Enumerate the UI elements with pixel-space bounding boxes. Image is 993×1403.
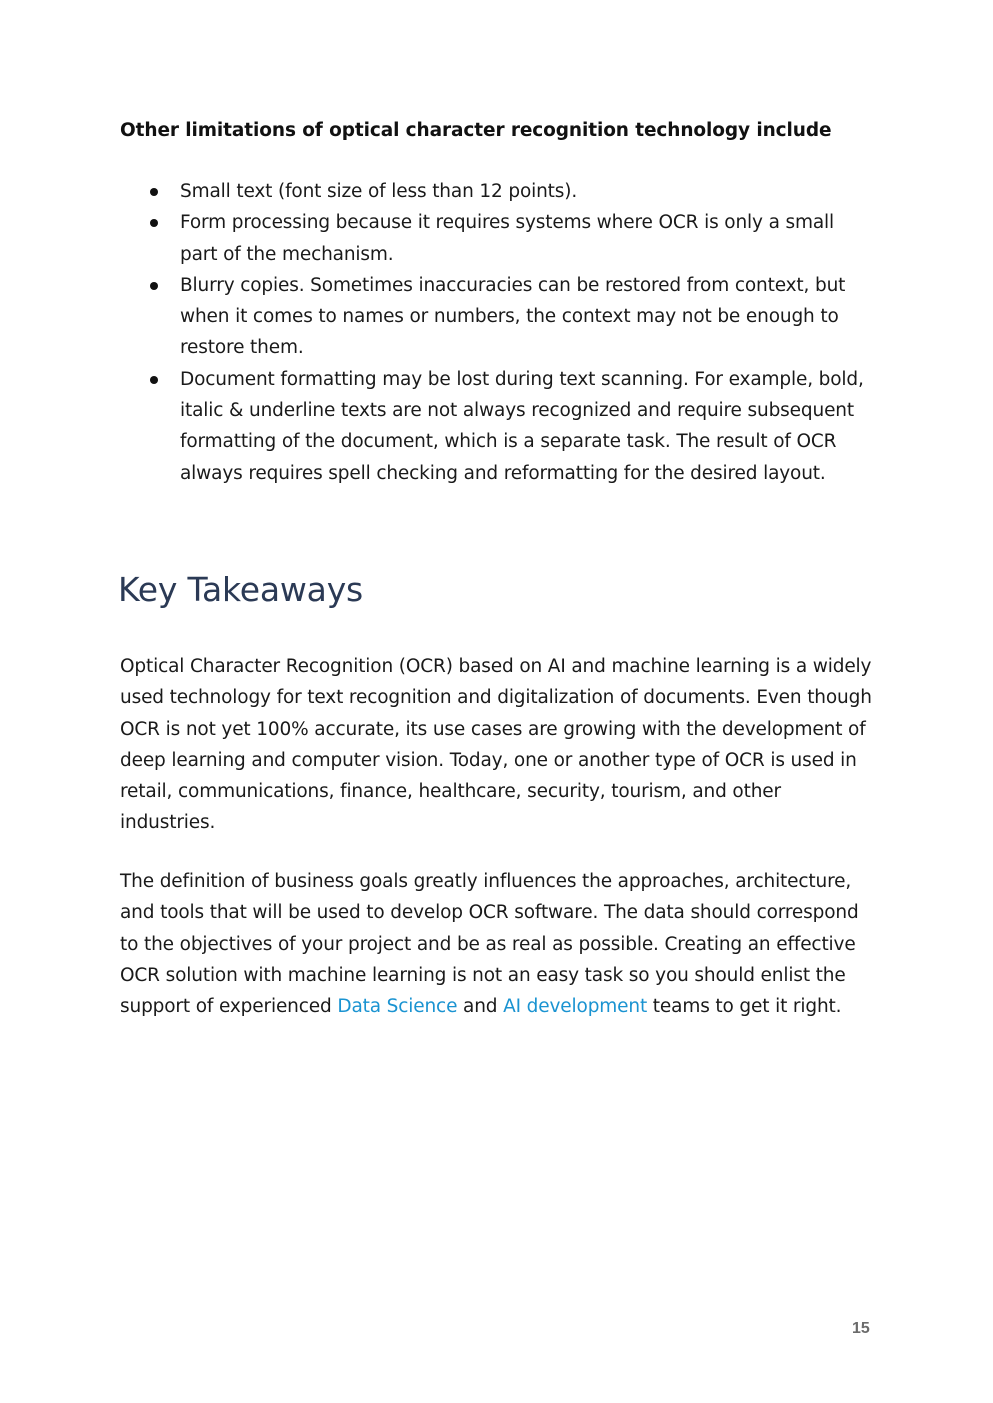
list-item xyxy=(120,207,870,270)
list-item-text: Blurry copies. Sometimes inaccuracies can be restored from context, but when it comes to names or numbers, the context may not be enough to restore them. xyxy=(180,274,846,359)
paragraph-text: The definition of business goals greatly influences the approaches, architecture, and tools that will be used to develop OCR software. The data should correspond to the objectives of your project and be as real as possible. Creating an effective OCR solution with machine learning is not an easy task so you should enlist the support of experienced xyxy=(120,871,859,1018)
takeaways-paragraph-1: Optical Character Recognition (OCR) based on AI and machine learning is a widely used technology for text recognition and digitalization of documents. Even though OCR is not yet 100% accurate, its use cases are growing with the development of deep learning and computer vision. Today, one or another type of OCR is used in retail, communications, finance, healthcare, security, tourism, and other industries. xyxy=(120,656,872,834)
list-item xyxy=(120,176,870,207)
limitations-list xyxy=(120,176,870,489)
paragraph-text: teams to get it right. xyxy=(647,996,842,1018)
bullet-icon xyxy=(150,219,158,227)
list-item-text: Small text (font size of less than 12 points). xyxy=(180,181,578,202)
limitations-subheading: Other limitations of optical character recognition technology include xyxy=(120,120,832,141)
bullet-icon xyxy=(150,376,158,384)
list-item-text: Form processing because it requires systems where OCR is only a small part of the mechanism. xyxy=(180,212,835,265)
list-item xyxy=(120,364,870,489)
ai-development-link[interactable]: AI development xyxy=(503,996,648,1018)
paragraph-text: and xyxy=(457,996,504,1018)
bullet-icon xyxy=(150,188,158,196)
page-number: 15 xyxy=(852,1320,870,1337)
bullet-icon xyxy=(150,282,158,290)
takeaways-paragraph-2 xyxy=(120,866,875,1022)
list-item xyxy=(120,270,870,364)
data-science-link[interactable]: Data Science xyxy=(337,996,458,1018)
key-takeaways-heading: Key Takeaways xyxy=(118,570,364,609)
list-item-text: Document formatting may be lost during text scanning. For example, bold, italic & underline texts are not always recognized and require subsequent formatting of the document, which is a separate task. The result of OCR always requires spell checking and reformatting for the desired layout. xyxy=(180,368,864,484)
